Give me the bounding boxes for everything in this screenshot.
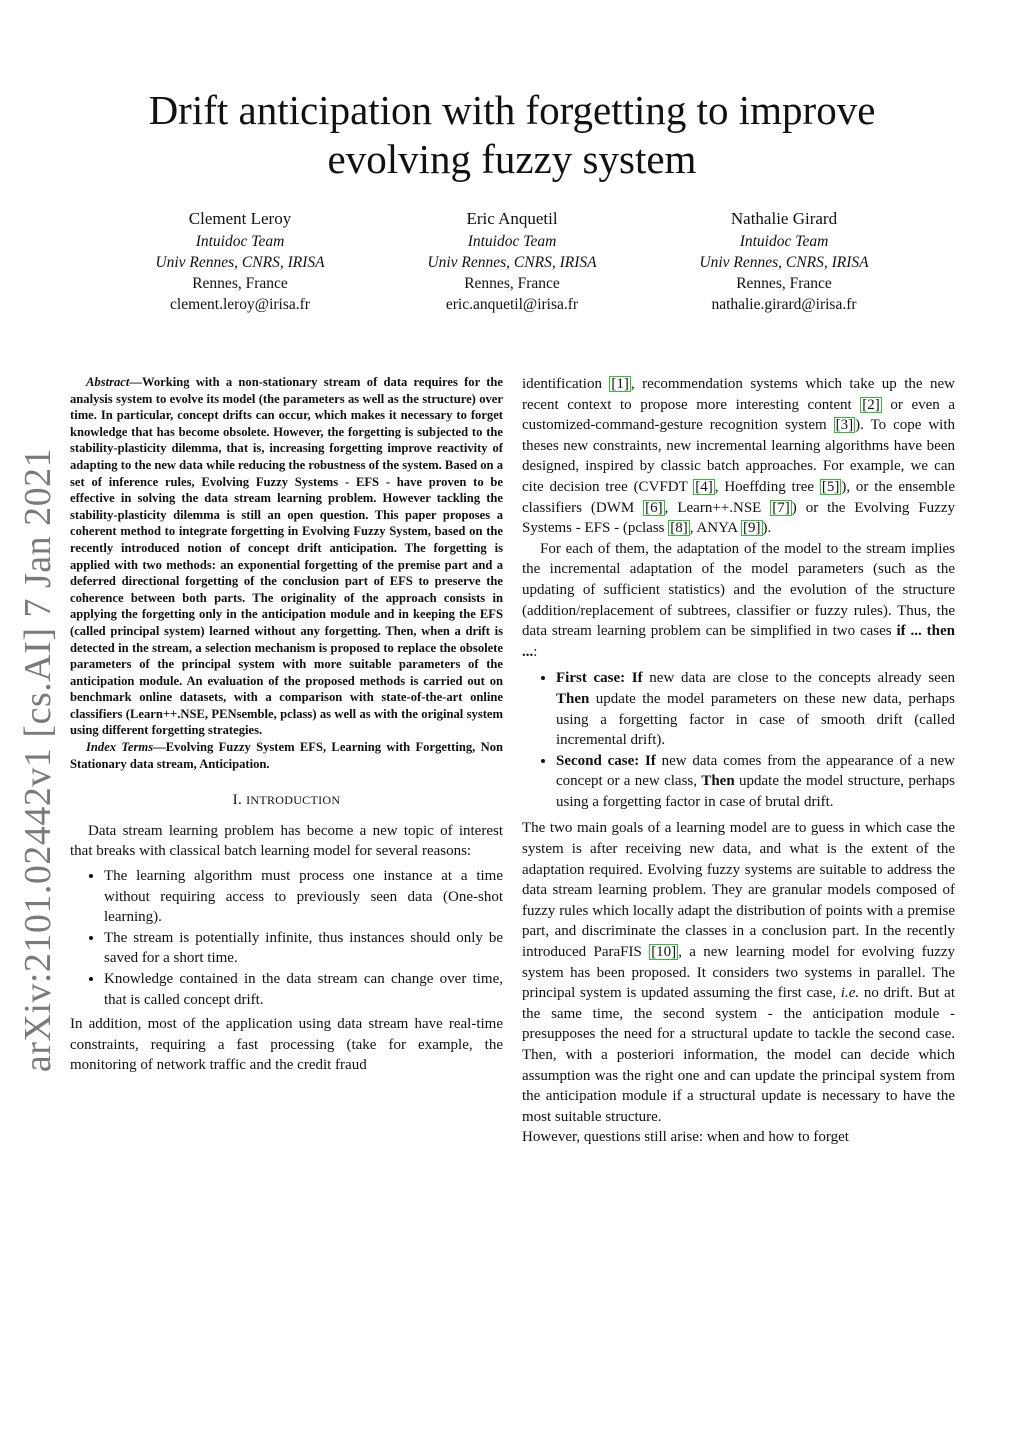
bold-text: Then — [556, 690, 590, 707]
bold-text: Then — [701, 773, 735, 790]
author-email[interactable]: eric.anquetil@irisa.fr — [445, 296, 579, 313]
citation-link[interactable]: [4] — [695, 478, 713, 495]
author-2 — [382, 207, 642, 315]
left-column — [70, 374, 503, 1076]
author-email[interactable]: nathalie.girard@irisa.fr — [711, 296, 857, 313]
list-item: • The learning algorithm must process one instance at a time without requiring access to previously seen data (One-shot learning). — [104, 866, 503, 928]
text-run: new data comes from the appearance of a new concept or a new class, — [556, 752, 955, 790]
italic-text: i.e. — [840, 985, 860, 1002]
section-heading — [70, 790, 503, 811]
bold-text: if ... then ... — [522, 623, 956, 660]
text-run: update the model structure, perhaps using a forgetting factor in case of brutal drift. — [556, 773, 955, 810]
text-run: ), or the ensemble classifiers (DWM — [522, 478, 956, 516]
citation-link[interactable]: [10] — [651, 944, 677, 961]
citation-link[interactable]: [8] — [670, 520, 688, 537]
paper-title — [70, 86, 954, 184]
index-terms-label: Index Terms — [86, 740, 154, 755]
text-run: , a new learning model for evolving fuzzy system has been proposed. It considers two systems in parallel. The principal system is updated assuming the first case, — [522, 944, 955, 1002]
right-column — [522, 374, 955, 1148]
author-block — [70, 207, 954, 315]
arxiv-stamp — [8, 447, 68, 1073]
author-name: Clement Leroy — [188, 209, 292, 228]
section-number: I. — [232, 792, 243, 809]
bold-text: First case: — [556, 670, 626, 687]
text-run: , Learn++.NSE — [664, 499, 771, 516]
abstract-text: —Working with a non-stationary stream of data requires for the analysis system to evolve its model (the parameters as well as the structure) over time. In particular, concept drifts can occur, which makes it necessary to forget knowledge that has become obsolete. However, the forgetting is subjected to the stability-plasticity dilemma, that is, increasing forgetting improve reactivity of adapting to the new data while reducing the robustness of the system. Based on a set of inference rules, Evolving Fuzzy Systems - EFS - have proven to be effective in solving the data stream learning problem. However tackling the stability-plasticity dilemma is still an open question. This paper proposes a coherent method to integrate forgetting in Evolving Fuzzy System, based on the recently introduced notion of concept drift anticipation. The forgetting is applied with two methods: an exponential forgetting of the premise part and a deferred directional forgetting of the conclusion part of EFS to preserve the coherence between both parts. The originality of the approach consists in applying the forgetting only in the anticipation module and in keeping the EFS (called principal system) learned without any forgetting. Then, when a drift is detected in the stream, a selection mechanism is proposed to replace the obsolete parameters of the principal system with more suitable parameters of the anticipation module. An evaluation of the proposed methods is carried out on benchmark online datasets, with a comparison with state-of-the-art online classifiers (Learn++.NSE, PENsemble, pclass) as well as with the original system using different forgetting strategies. — [70, 375, 504, 738]
author-name: Eric Anquetil — [466, 209, 558, 228]
intro-paragraph-2: In addition, most of the application using data stream have real-time constraints, requiring a fast processing (take for example, the monitoring of network traffic and the credit fraud — [70, 1016, 503, 1074]
citation-link[interactable]: [1] — [611, 376, 629, 392]
text-run: update the model parameters on these new data, perhaps using a forgetting factor in case of smooth drift (called incremental drift). — [556, 690, 955, 749]
author-location: Rennes, France — [192, 275, 288, 292]
author-1 — [110, 207, 370, 315]
author-affiliation: Univ Rennes, CNRS, IRISA — [155, 254, 325, 271]
arxiv-stamp-text: arXiv:2101.02442v1 [cs.AI] 7 Jan 2021 — [17, 447, 59, 1073]
bold-text: If — [625, 670, 643, 687]
citation-link[interactable]: [3] — [835, 417, 854, 434]
intro-bullet-list — [70, 866, 503, 1010]
list-item: • The stream is potentially infinite, thus instances should only be saved for a short time. — [104, 928, 503, 969]
citation-link[interactable]: [5] — [821, 478, 840, 495]
author-email[interactable]: clement.leroy@irisa.fr — [170, 296, 310, 313]
citation-link[interactable]: [7] — [772, 499, 790, 516]
cases-bullet-list — [522, 668, 955, 812]
list-item: • Knowledge contained in the data stream can change over time, that is called concept drift. — [104, 969, 503, 1010]
text-run: identification — [522, 376, 610, 392]
abstract — [70, 374, 503, 739]
title-line-2: evolving fuzzy system — [327, 136, 697, 182]
index-terms — [70, 739, 503, 772]
right-paragraph-1 — [522, 374, 955, 539]
list-item — [556, 668, 955, 750]
text-run: , recommendation systems which take up the new recent context to propose more interesting content — [522, 376, 955, 413]
citation-link[interactable]: [6] — [645, 499, 663, 516]
text-run: no drift. But at the same time, the second system - the anticipation module - presupposes the need for a structural update to tackle the second case. Then, with a posteriori information, the model can decide which assumption was the right one and can update the principal system from the anticipation module if a structural update is necessary to have the most suitable structure. — [522, 985, 955, 1125]
author-location: Rennes, France — [736, 275, 832, 292]
text-run: ). To cope with theses new constraints, new incremental learning algorithms have been designed, inspired by classic batch approaches. For example, we can cite decision tree (CVFDT — [522, 417, 956, 495]
text-run: or even a customized-command-gesture recognition system — [522, 396, 956, 434]
index-terms-text: —Evolving Fuzzy System EFS, Learning with Forgetting, Non Stationary data stream, Anticipation. — [70, 740, 503, 771]
right-paragraph-2 — [522, 539, 955, 663]
author-team: Intuidoc Team — [739, 233, 829, 250]
text-run: For each of them, the adaptation of the model to the stream implies the incremental adaptation of the model parameters (such as the updating of sufficient statistics) and the evolution of the structure (addition/replacement of subtrees, classifier or fuzzy rules). Thus, the data stream learning problem can be simplified in two cases — [522, 540, 955, 640]
text-run: , Hoeffding tree — [714, 478, 820, 495]
author-3 — [654, 207, 914, 315]
right-paragraph-3 — [522, 818, 955, 1127]
bold-text: If — [639, 752, 656, 769]
citation-link[interactable]: [2] — [862, 396, 880, 413]
author-affiliation: Univ Rennes, CNRS, IRISA — [427, 254, 597, 271]
title-line-1: Drift anticipation with forgetting to improve — [148, 87, 876, 133]
text-run: new data are close to the concepts already seen — [642, 670, 955, 687]
text-run: , ANYA — [689, 520, 742, 537]
text-run: ). — [762, 520, 772, 537]
list-item — [556, 751, 955, 813]
intro-paragraph-1: Data stream learning problem has become a new topic of interest that breaks with classical batch learning model for several reasons: — [70, 822, 503, 860]
citation-link[interactable]: [9] — [743, 520, 761, 537]
author-name: Nathalie Girard — [730, 209, 838, 228]
text-run: The two main goals of a learning model are to guess in which case the system is after receiving new data, and what is the extent of the adaptation required. Evolving fuzzy systems are suitable to address the data stream learning problem. They are granular models composed of fuzzy rules which locally adapt the distribution of points with a premise part, and discriminate the classes in a conclusion part. In the recently introduced ParaFIS — [522, 820, 955, 961]
text-run: : — [533, 643, 538, 660]
section-title: INTRODUCTION — [246, 793, 341, 808]
author-team: Intuidoc Team — [195, 233, 285, 250]
right-paragraph-4: However, questions still arise: when and how to forget — [522, 1129, 849, 1146]
author-affiliation: Univ Rennes, CNRS, IRISA — [699, 254, 869, 271]
bold-text: Second case: — [556, 752, 640, 769]
author-team: Intuidoc Team — [467, 233, 557, 250]
author-location: Rennes, France — [464, 275, 560, 292]
abstract-label: Abstract — [86, 375, 130, 389]
text-run: ) or the Evolving Fuzzy Systems - EFS - (pclass — [522, 499, 955, 537]
